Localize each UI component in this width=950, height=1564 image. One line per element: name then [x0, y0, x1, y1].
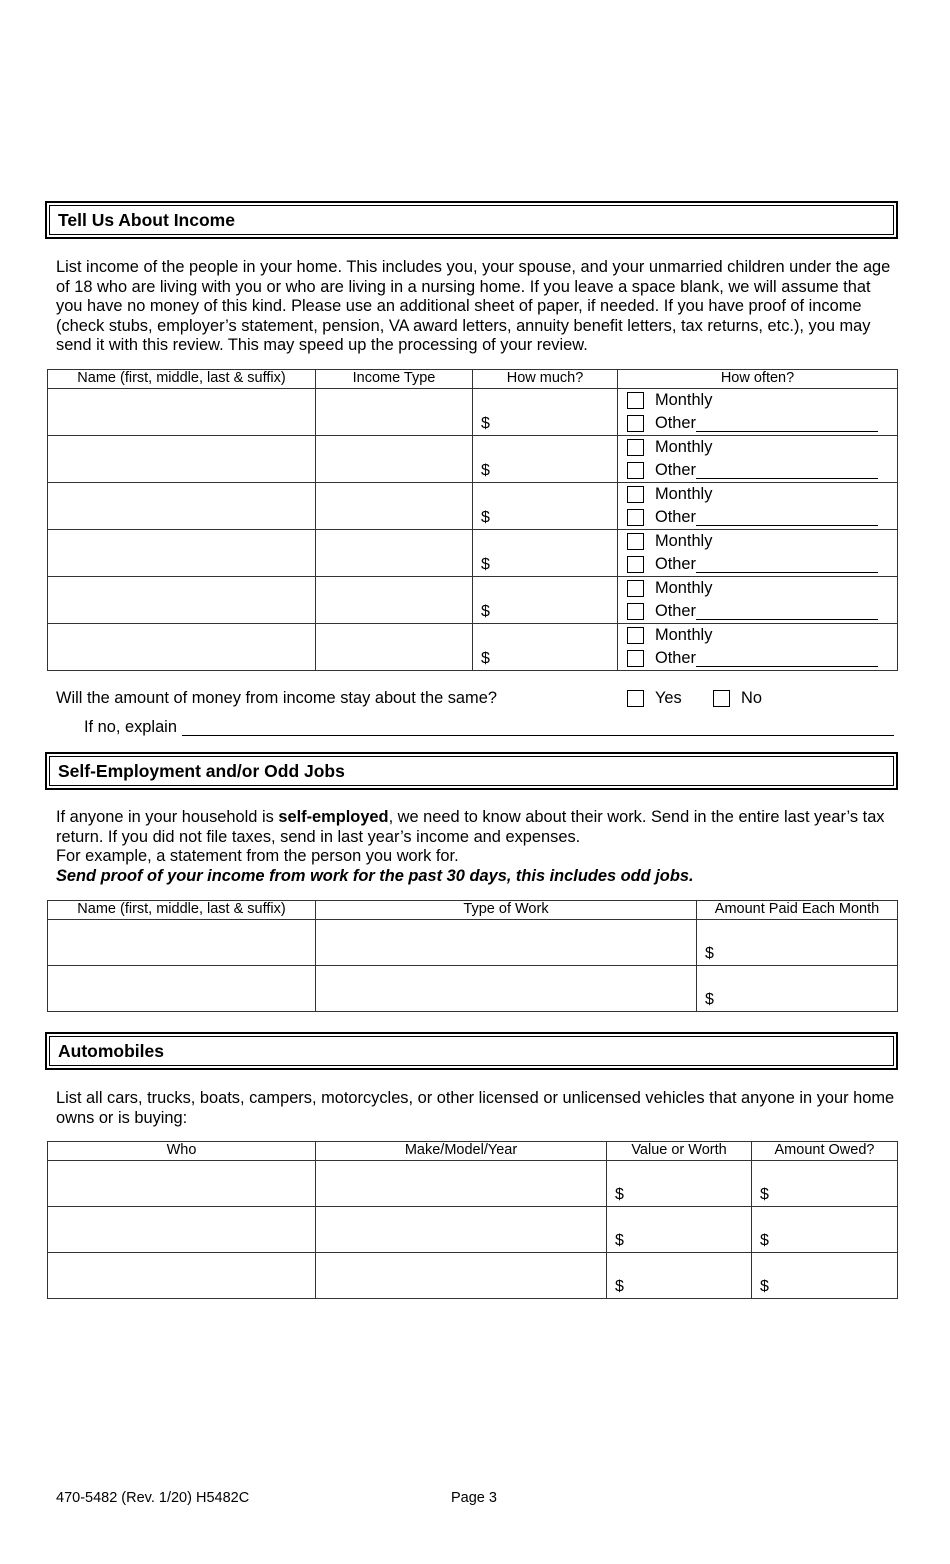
- other-checkbox[interactable]: [627, 509, 644, 526]
- income-type-field[interactable]: [316, 624, 473, 671]
- income-section-header: [45, 201, 898, 239]
- automobiles-section-header: [45, 1032, 898, 1070]
- automobiles-section-title: Automobiles: [49, 1036, 894, 1066]
- dollar-sign: $: [760, 1278, 769, 1295]
- other-checkbox[interactable]: [627, 650, 644, 667]
- monthly-checkbox[interactable]: [627, 392, 644, 409]
- monthly-option[interactable]: [627, 530, 897, 553]
- col-type-of-work: Type of Work: [316, 901, 697, 920]
- name-field[interactable]: [48, 966, 316, 1012]
- other-label: Other: [655, 508, 696, 526]
- self-employment-table: [47, 900, 898, 1012]
- other-option[interactable]: [627, 553, 897, 576]
- dollar-sign: $: [615, 1232, 624, 1249]
- who-field[interactable]: [48, 1207, 316, 1253]
- income-section-title: Tell Us About Income: [49, 205, 894, 235]
- name-field[interactable]: [48, 624, 316, 671]
- income-intro: List income of the people in your home. This includes you, your spouse, and your unmarried children under the age of 18 who are living with you or who are living in a nursing home. If you leave a space blank, we will assume that you have no money of this kind. Please use an additional sheet of paper, if needed. If you have proof of income (check stubs, employer’s statement, pension, VA award letters, annuity benefit letters, tax returns, etc.), you may send it with this review. This may speed up the processing of your review.: [56, 258, 891, 355]
- table-row: [48, 483, 898, 530]
- automobiles-table: [47, 1141, 898, 1299]
- col-how-much: How much?: [473, 370, 618, 389]
- no-option[interactable]: [713, 689, 762, 708]
- other-input[interactable]: [696, 415, 878, 432]
- table-row: [48, 1253, 898, 1299]
- other-label: Other: [655, 555, 696, 573]
- automobiles-intro: List all cars, trucks, boats, campers, motorcycles, or other licensed or unlicensed vehicles that anyone in your home owns or is buying:: [56, 1089, 895, 1127]
- dollar-sign: $: [481, 462, 490, 479]
- yes-checkbox[interactable]: [627, 690, 644, 707]
- intro-suffix: , we need to know about their work. Send in the entire last year’s tax return. If you did not file taxes, send in last year’s income and expenses.: [56, 808, 885, 846]
- other-label: Other: [655, 602, 696, 620]
- amount-owed-field[interactable]: [752, 1253, 898, 1299]
- self-employment-section-title: Self-Employment and/or Odd Jobs: [49, 756, 894, 786]
- automobiles-table-header: [48, 1142, 898, 1161]
- col-name: Name (first, middle, last & suffix): [48, 370, 316, 389]
- other-input[interactable]: [696, 462, 878, 479]
- self-employment-table-header: [48, 901, 898, 920]
- other-label: Other: [655, 649, 696, 667]
- dollar-sign: $: [705, 991, 714, 1008]
- yes-option[interactable]: [627, 689, 682, 708]
- value-field[interactable]: [607, 1253, 752, 1299]
- monthly-option[interactable]: [627, 389, 897, 412]
- col-income-type: Income Type: [316, 370, 473, 389]
- amount-field[interactable]: [697, 920, 898, 966]
- other-option[interactable]: [627, 412, 897, 435]
- other-option[interactable]: [627, 506, 897, 529]
- type-of-work-field[interactable]: [316, 920, 697, 966]
- monthly-label: Monthly: [655, 626, 713, 644]
- dollar-sign: $: [615, 1186, 624, 1203]
- table-row: [48, 920, 898, 966]
- frequency-cell: [618, 483, 898, 530]
- other-input[interactable]: [696, 650, 878, 667]
- amount-field[interactable]: [473, 624, 618, 671]
- monthly-checkbox[interactable]: [627, 533, 644, 550]
- table-row: [48, 436, 898, 483]
- table-row: [48, 1161, 898, 1207]
- amount-field[interactable]: [473, 483, 618, 530]
- table-row: [48, 389, 898, 436]
- table-row: [48, 624, 898, 671]
- amount-field[interactable]: [473, 389, 618, 436]
- amount-owed-field[interactable]: [752, 1207, 898, 1253]
- amount-field[interactable]: [697, 966, 898, 1012]
- explain-label: If no, explain: [84, 718, 177, 736]
- amount-field[interactable]: [473, 436, 618, 483]
- self-employment-intro: [56, 808, 896, 886]
- who-field[interactable]: [48, 1161, 316, 1207]
- other-checkbox[interactable]: [627, 556, 644, 573]
- value-field[interactable]: [607, 1207, 752, 1253]
- monthly-label: Monthly: [655, 391, 713, 409]
- make-model-year-field[interactable]: [316, 1207, 607, 1253]
- table-row: [48, 966, 898, 1012]
- col-who: Who: [48, 1142, 316, 1161]
- income-type-field[interactable]: [316, 436, 473, 483]
- dollar-sign: $: [760, 1232, 769, 1249]
- dollar-sign: $: [481, 556, 490, 573]
- name-field[interactable]: [48, 389, 316, 436]
- dollar-sign: $: [615, 1278, 624, 1295]
- intro-prefix: If anyone in your household is: [56, 808, 279, 826]
- dollar-sign: $: [481, 415, 490, 432]
- dollar-sign: $: [481, 509, 490, 526]
- other-checkbox[interactable]: [627, 415, 644, 432]
- name-field[interactable]: [48, 483, 316, 530]
- no-checkbox[interactable]: [713, 690, 730, 707]
- monthly-option[interactable]: [627, 577, 897, 600]
- make-model-year-field[interactable]: [316, 1253, 607, 1299]
- col-value: Value or Worth: [607, 1142, 752, 1161]
- col-amount-paid: Amount Paid Each Month: [697, 901, 898, 920]
- form-number: 470-5482 (Rev. 1/20) H5482C: [56, 1490, 250, 1506]
- other-input[interactable]: [696, 556, 878, 573]
- monthly-checkbox[interactable]: [627, 486, 644, 503]
- value-field[interactable]: [607, 1161, 752, 1207]
- income-type-field[interactable]: [316, 577, 473, 624]
- page-number: Page 3: [451, 1490, 497, 1506]
- monthly-label: Monthly: [655, 532, 713, 550]
- other-label: Other: [655, 461, 696, 479]
- frequency-cell: [618, 624, 898, 671]
- other-label: Other: [655, 414, 696, 432]
- explain-input[interactable]: [182, 735, 894, 736]
- col-make-model-year: Make/Model/Year: [316, 1142, 607, 1161]
- monthly-label: Monthly: [655, 438, 713, 456]
- dollar-sign: $: [705, 945, 714, 962]
- col-name: Name (first, middle, last & suffix): [48, 901, 316, 920]
- monthly-checkbox[interactable]: [627, 627, 644, 644]
- monthly-option[interactable]: [627, 436, 897, 459]
- table-row: [48, 577, 898, 624]
- amount-field[interactable]: [473, 577, 618, 624]
- other-checkbox[interactable]: [627, 462, 644, 479]
- monthly-option[interactable]: [627, 483, 897, 506]
- monthly-checkbox[interactable]: [627, 439, 644, 456]
- income-same-question: Will the amount of money from income stay about the same?: [56, 689, 497, 707]
- amount-owed-field[interactable]: [752, 1161, 898, 1207]
- monthly-checkbox[interactable]: [627, 580, 644, 597]
- frequency-cell: [618, 389, 898, 436]
- frequency-cell: [618, 530, 898, 577]
- income-table: [47, 369, 898, 671]
- dollar-sign: $: [760, 1186, 769, 1203]
- other-input[interactable]: [696, 509, 878, 526]
- col-amount-owed: Amount Owed?: [752, 1142, 898, 1161]
- monthly-option[interactable]: [627, 624, 897, 647]
- dollar-sign: $: [481, 650, 490, 667]
- col-how-often: How often?: [618, 370, 898, 389]
- dollar-sign: $: [481, 603, 490, 620]
- frequency-cell: [618, 436, 898, 483]
- intro-emphasis: Send proof of your income from work for the past 30 days, this includes odd jobs.: [56, 866, 694, 885]
- other-option[interactable]: [627, 600, 897, 623]
- name-field[interactable]: [48, 577, 316, 624]
- make-model-year-field[interactable]: [316, 1161, 607, 1207]
- type-of-work-field[interactable]: [316, 966, 697, 1012]
- monthly-label: Monthly: [655, 485, 713, 503]
- other-checkbox[interactable]: [627, 603, 644, 620]
- yes-label: Yes: [655, 689, 682, 707]
- name-field[interactable]: [48, 920, 316, 966]
- income-type-field[interactable]: [316, 389, 473, 436]
- other-option[interactable]: [627, 459, 897, 482]
- income-type-field[interactable]: [316, 483, 473, 530]
- no-label: No: [741, 689, 762, 707]
- other-option[interactable]: [627, 647, 897, 670]
- name-field[interactable]: [48, 436, 316, 483]
- intro-bold: self-employed: [278, 808, 389, 826]
- income-table-header: [48, 370, 898, 389]
- name-field[interactable]: [48, 530, 316, 577]
- table-row: [48, 530, 898, 577]
- self-employment-section-header: [45, 752, 898, 790]
- monthly-label: Monthly: [655, 579, 713, 597]
- intro-example: For example, a statement from the person you work for.: [56, 847, 459, 866]
- other-input[interactable]: [696, 603, 878, 620]
- frequency-cell: [618, 577, 898, 624]
- table-row: [48, 1207, 898, 1253]
- amount-field[interactable]: [473, 530, 618, 577]
- income-type-field[interactable]: [316, 530, 473, 577]
- who-field[interactable]: [48, 1253, 316, 1299]
